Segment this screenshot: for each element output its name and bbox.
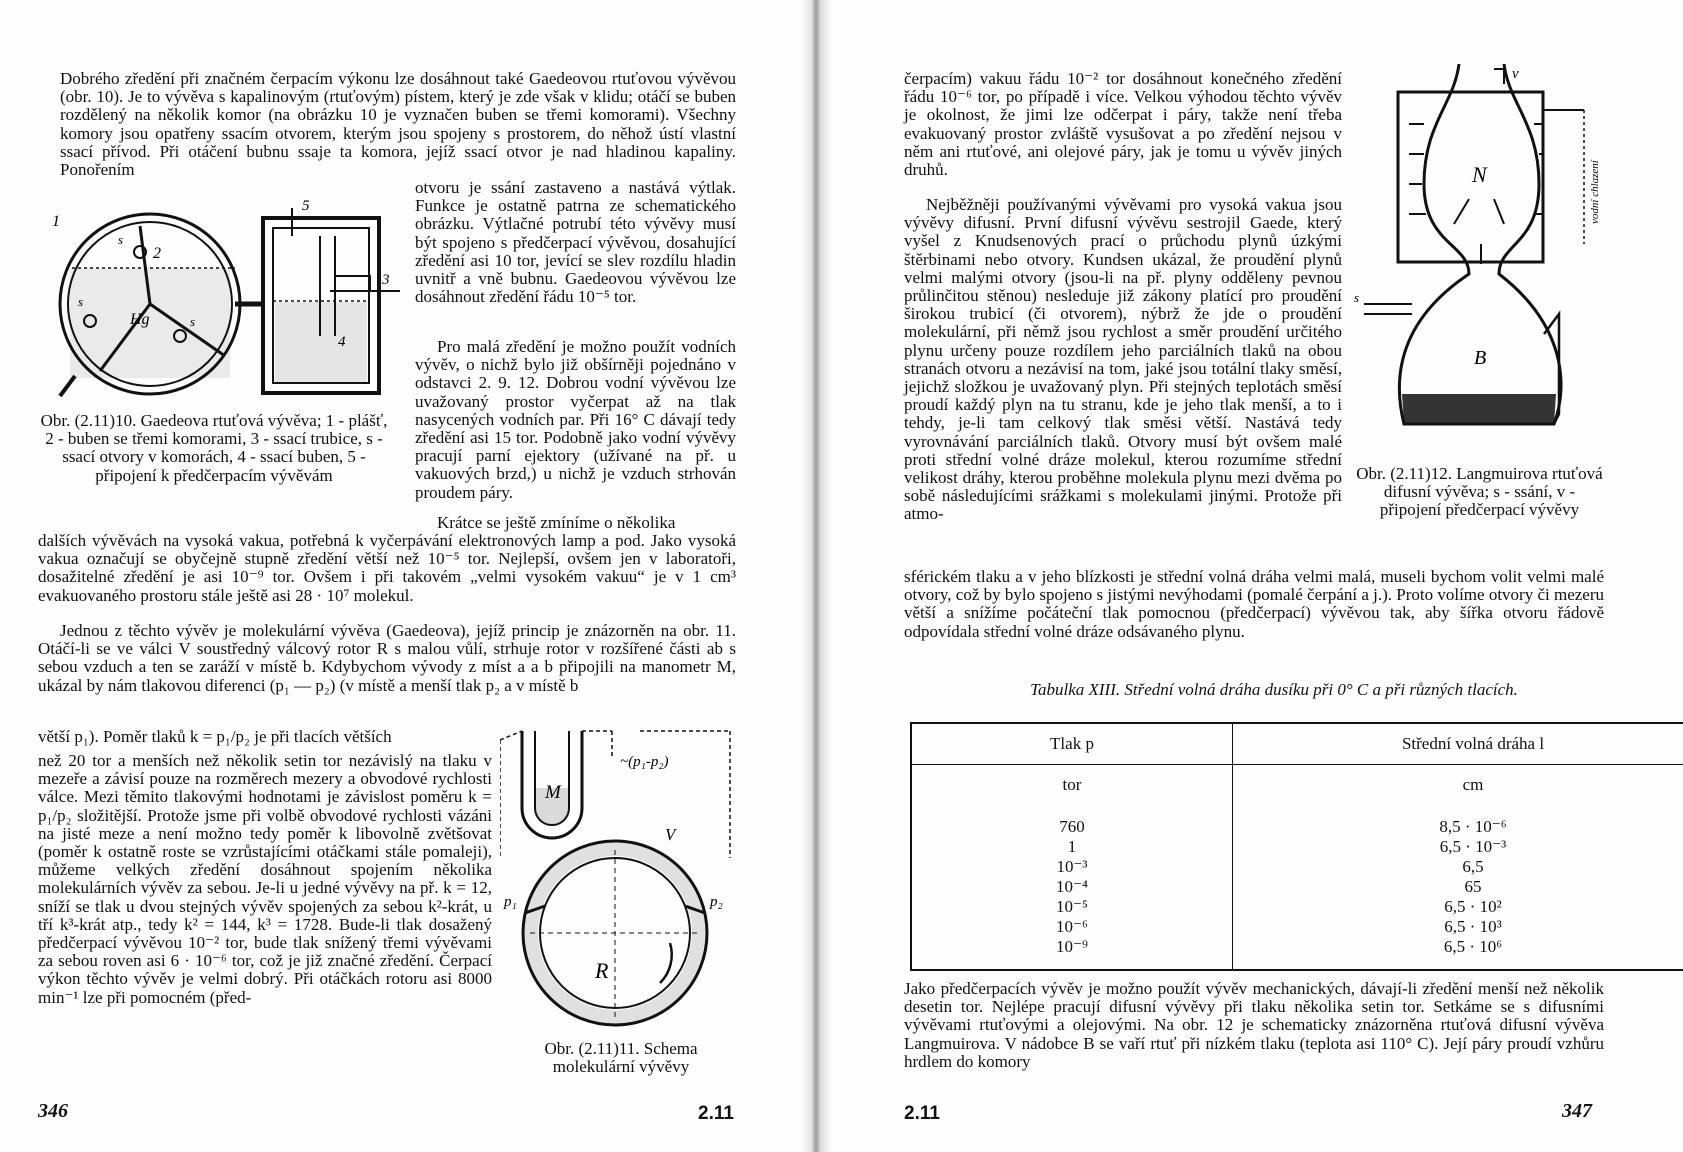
fig10-label-s1: s bbox=[118, 232, 124, 247]
page-number-346: 346 bbox=[38, 1100, 68, 1122]
figure-gaede-pump bbox=[30, 196, 400, 406]
figure-molecular-pump bbox=[500, 728, 732, 1038]
fig11-label-r: R bbox=[595, 958, 609, 983]
table-cell: 10⁻⁹ bbox=[911, 937, 1233, 957]
fig12-label-s: s bbox=[1354, 290, 1360, 305]
fig10-label-s3: s bbox=[190, 314, 196, 329]
fig10-label-3: 3 bbox=[382, 272, 390, 288]
section-number-right: 2.11 bbox=[904, 1103, 940, 1124]
fig12-label-v: v bbox=[1512, 66, 1519, 82]
table-unit-pressure: tor bbox=[911, 765, 1233, 806]
paragraph-gaede-column: otvoru je ssání zastaveno a nastává výtlak. Funkce je ostatně patrna ze schematického obrázku. Výtlačné potrubí této vývěvy musí být spojeno s předčerpací vývěvou, dosahující zředění asi 10 tor, jevící se slev rozdílu hladin uvnitř a vně bubnu. Gaedeovou vývěvou lze dosáhnout zředění řádu 10⁻⁵ tor. bbox=[415, 178, 736, 307]
paragraph-molecular-pump: Jednou z těchto vývěv je molekulární vývěva (Gaedeova), jejíž princip je znázorněn na obr. 11. Otáčí-li se ve válci V soustředný válcový rotor R s malou vůlí, strhuje rotor v rozšířené části ab s sebou vzduch a ten se zaráží v místě b. Kdybychom vývody z míst a a b připojili na manometr M, ukázal by nám tlakovou diferenci (p₁ — p₂) (v místě a menší tlak p₂ a v místě b bbox=[38, 621, 736, 695]
book-gutter bbox=[800, 0, 832, 1152]
table-cell: 1 bbox=[911, 837, 1233, 857]
table-cell: 6,5 · 10² bbox=[1444, 897, 1502, 916]
fig11-label-pressure-diff: ~(p₁-p₂) bbox=[620, 754, 669, 770]
fig10-label-5: 5 bbox=[302, 198, 310, 214]
paragraph-diffusion-pumps: Nejběžněji používanými vývěvami pro vysoká vakua jsou vývěvy difusní. První difusní vývěvu sestrojil Gaede, který vyšel z Knudsenových prací o průchodu plynů úzkými štěrbinami nebo otvory. Kundsen ukázal, že proudění plynů velmi malými otvory (jsou-li na př. plyny odděleny pevnou průlinčitou stěnou) nesleduje již zákony platící pro proudění širokou trubicí (či otvorem), nýbrž že jde o proudění molekulární, při němž jsou rychlost a směr proudění určitého plynu určeny pouze rozdílem jeho parciálních tlaků na obou stranách otvoru a nezávisí na tom, jaké jsou totální tlaky směsí, jejichž složkou je uvažovaný plyn. Při stejných teplotách směsí proudí každý plyn na tu stranu, kde je jeho tlak menší, a to i tehdy, je-li tam celkový tlak směsi větší. Nastává tedy vyrovnávání parciálních tlaků. Otvory musí být ovšem malé proti střední volné dráze molekul, kterou rozumíme střední velikost dráhy, kterou proběhne molekula plynu mezi dvěma po sobě následujícími srážkami s molekulami jinými. Protože při atmo- bbox=[904, 195, 1342, 524]
fig12-label-n: N bbox=[1472, 162, 1487, 187]
table-cell: 10⁻⁶ bbox=[911, 917, 1233, 937]
page-number-347: 347 bbox=[1562, 1100, 1592, 1122]
table-cell: 760 bbox=[911, 817, 1233, 837]
fig10-label-s2: s bbox=[78, 294, 84, 309]
table-header-free-path: Střední volná dráha l bbox=[1233, 723, 1683, 765]
paragraph-intro: Dobrého zředění při značném čerpacím výkonu lze dosáhnout také Gaedeovou rtuťovou vývěvou (obr. 10). Je to vývěva s kapalinovým (rtuťovým) pístem, který je zde však v klidu; otáčí se buben rozdělený na několik komor (na obrázku 10 je vyznačen buben se třemi komorami). Všechny komory jsou opatřeny ssacím otvorem, kterým jsou spojeny s prostorem, do něhož ústí vlastní ssací přívod. Při otáčení bubnu ssaje ta komora, jejíž ssací otvor je nad hladinou kapaliny. Ponořením bbox=[60, 69, 736, 180]
fig11-label-p2: p₂ bbox=[710, 894, 723, 910]
table-unit-free-path: cm bbox=[1462, 775, 1484, 794]
table-cell: 10⁻³ bbox=[911, 857, 1233, 877]
figure-langmuir-pump bbox=[1354, 64, 1614, 464]
fig12-label-b: B bbox=[1474, 347, 1487, 369]
table-cell: 6,5 bbox=[1462, 857, 1484, 876]
table-cell: 6,5 · 10⁻³ bbox=[1439, 837, 1507, 856]
line-pressure-ratio: větší p₁). Poměr tlaků k = p₁/p₂ je při tlacích větších bbox=[38, 727, 392, 746]
fig10-label-2: 2 bbox=[153, 245, 161, 262]
section-number-left: 2.11 bbox=[698, 1103, 734, 1124]
mean-free-path-table bbox=[910, 722, 1683, 971]
caption-figure-10: Obr. (2.11)10. Gaedeova rtuťová vývěva; 1 - plášť, 2 - buben se třemi komorami, 3 - ssací trubice, s - ssací otvory v komorách, 4 - ssací buben, 5 - připojení k předčerpacím vývěvám bbox=[40, 411, 388, 485]
table-cell: 65 bbox=[1464, 877, 1482, 896]
table-cell: 6,5 · 10⁶ bbox=[1443, 937, 1503, 956]
left-page bbox=[0, 0, 800, 1152]
fig11-label-p1: p₁ bbox=[504, 894, 517, 910]
fig10-label-4: 4 bbox=[338, 334, 346, 350]
fig11-label-v: V bbox=[665, 825, 676, 844]
paragraph-pressure-ratio: než 20 tor a menších než několik setin tor nezávislý na tlaku v mezeře a závisí pouze na rozměrech mezery a obvodové rychlosti válce. Mezi těmito tlakovými hodnotami je závislost poměru k = p₁/p₂ složitější. Protože jsme při volbě obvodové rychlosti vázáni na jisté meze a není možno tedy poměr k libovolně zvětšovat (poměr k ostatně roste se vzrůstajícími otáčkami stále pomaleji), můžeme velkých zředění dosáhnout spojením několika molekulárních vývěv za sebou. Je-li u jedné vývěvy na př. k = 12, sníží se tlak u dvou stejných vývěv spojených za sebou k²-krát, u tří k³-krát atp., tedy k² = 144, k³ = 1728. Bude-li tlak dosažený předčerpací vývěvou 10⁻² tor, bude tlak snížený třemi vývěvami za sebou roven asi 6 · 10⁻⁶ tor, což je již značné zředění. Čerpací výkon těchto vývěv je velmi dobrý. Při otáčkách rotoru asi 8000 min⁻¹ lze při pomocném (před- bbox=[38, 751, 492, 1007]
caption-figure-12: Obr. (2.11)12. Langmuirova rtuťová difusní vývěva; s - ssání, v - připojení předčerpací vývěvy bbox=[1356, 464, 1603, 520]
table-cell: 10⁻⁴ bbox=[911, 877, 1233, 897]
fig10-label-hg: Hg bbox=[130, 311, 150, 328]
fig10-label-1: 1 bbox=[52, 213, 60, 230]
table-title: Tabulka XIII. Střední volná dráha dusíku při 0° C a při různých tlacích. bbox=[1030, 680, 1518, 699]
table-cell: 10⁻⁵ bbox=[911, 897, 1233, 917]
paragraph-diffusion-continued: sférickém tlaku a v jeho blízkosti je střední volná dráha velmi malá, museli bychom volit velmi malé otvory, což by bylo spojeno s jistými nevýhodami (pomalé čerpání a j.). Proto volíme otvory či mezeru větší a snížíme počáteční tlak pomocnou (předčerpací) vývěvou tak, aby šířka otvoru řádově odpovídala střední volné dráze odsávaného plynu. bbox=[904, 567, 1604, 641]
fig12-label-water-cooling: vodní chlazení bbox=[1589, 160, 1601, 224]
table-cell: 8,5 · 10⁻⁶ bbox=[1439, 817, 1507, 836]
paragraph-forepumps: Jako předčerpacích vývěv je možno použít vývěv mechanických, dávají-li zředění menší než několik desetin tor. Nejlépe pracují difusní vývěvy při tlaku několika setin tor. Setkáme se s difusními vývěvami rtuťovými a olejovými. Na obr. 12 je schematicky znázorněna rtuťová difusní vývěva Langmuirova. V nádobce B se vaří rtuť při nízkém tlaku (teplota asi 110° C). Její páry proudí vzhůru hrdlem do komory bbox=[904, 979, 1604, 1071]
fig11-label-m: M bbox=[545, 782, 561, 803]
paragraph-high-vacuum: dalších vývěvách na vysoká vakua, potřebná k vyčerpávání elektronových lamp a pod. Jako vysoká vakua označují se obyčejně stupně zředění větší než 10⁻⁵ tor. Nejlepší, ovšem jen v laboratoři, dosažitelné zředění je asi 10⁻⁹ tor. Ovšem i při takovém „velmi vysokém vakuu“ je v 1 cm³ evakuovaného prostoru stále ještě asi 28 · 10⁷ molekul. bbox=[38, 531, 736, 605]
paragraph-continued: čerpacím) vakuu řádu 10⁻² tor dosáhnout konečného zředění řádu 10⁻⁶ tor, po případě i více. Velkou výhodou těchto vývěv je okolnost, že jimi lze odčerpat i páry, takže není třeba evakuovaný prostor zvláště vysušovat a po zředění nejsou v něm ani rtuťové, ani olejové páry, jak je tomu u vývěv jiných druhů. bbox=[904, 69, 1342, 180]
table-cell: 6,5 · 10³ bbox=[1444, 917, 1502, 936]
table-header-pressure: Tlak p bbox=[911, 723, 1233, 765]
paragraph-brief-intro: Krátce se ještě zmíníme o několika bbox=[437, 513, 676, 532]
right-page bbox=[832, 0, 1683, 1152]
caption-figure-11: Obr. (2.11)11. Schema molekulární vývěvy bbox=[544, 1039, 698, 1077]
paragraph-water-pumps: Pro malá zředění je možno použít vodních vývěv, o nichž bylo již obšírněji pojednáno v odstavci 2. 9. 12. Dobrou vodní vývěvou lze uvažovaný prostor vyčerpat až na tlak nasycených vodních par. Při 16° C dávají tedy zředění asi 15 tor. Podobně jako vodní vývěvy pracují parní ejektory (užívané na př. u vakuových brzd,) u nichž je vzduch strhován proudem páry. bbox=[415, 337, 736, 502]
